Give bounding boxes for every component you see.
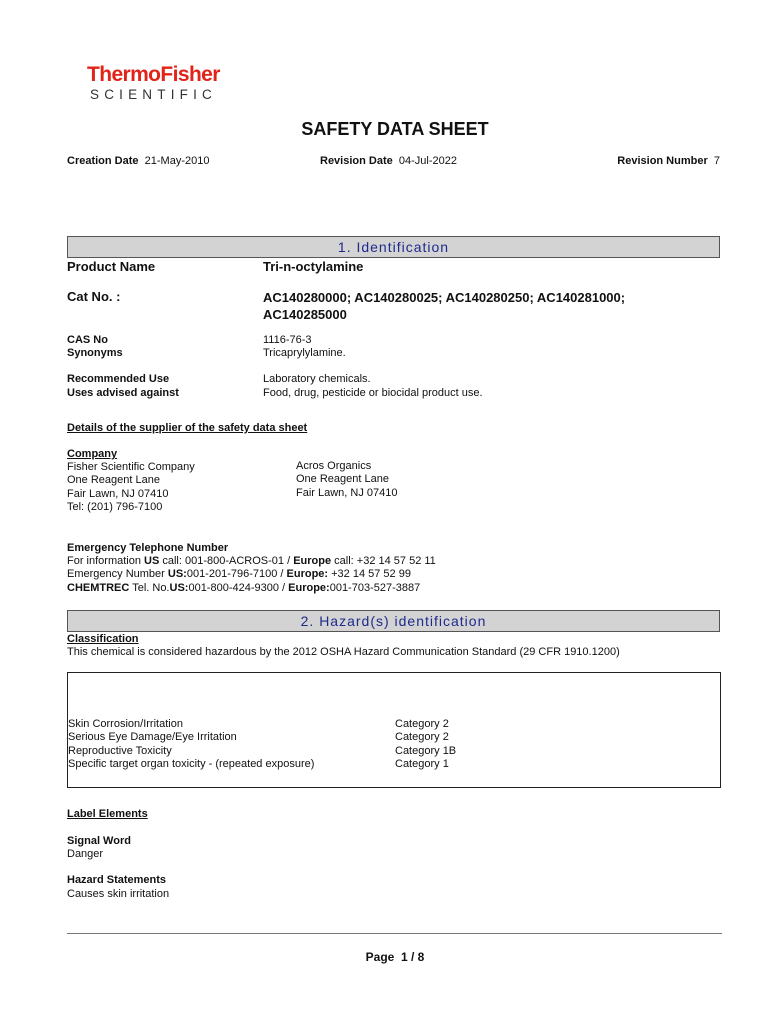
text: 001-800-424-9300 /: [188, 581, 289, 594]
revision-date-value: 04-Jul-2022: [398, 155, 457, 167]
supplier-details-heading: Details of the supplier of the safety data sheet: [67, 422, 308, 434]
signal-word-label: Signal Word: [67, 835, 131, 847]
text: 001-201-796-7100 /: [186, 568, 287, 581]
text: Europe: [293, 555, 332, 567]
text: US:: [167, 568, 187, 581]
revision-number: [617, 155, 720, 167]
classification-text: This chemical is considered hazardous by the 2012 OSHA Hazard Communication Standard (29 CFR 1910.1200): [67, 646, 620, 658]
text: Tel. No.: [129, 581, 170, 594]
hazard-categories: [395, 718, 456, 772]
revision-date: [320, 155, 457, 167]
creation-date-value: 21-May-2010: [144, 155, 210, 167]
page-label: Page: [365, 950, 395, 964]
cat-no-line-1: AC140280000; AC140280025; AC140280250; AC140281000;: [263, 290, 626, 305]
thermofisher-logo-wordmark: ThermoFisher: [87, 63, 220, 86]
cat-no-line-2: AC140285000: [263, 307, 347, 322]
page-value: 1 / 8: [401, 950, 425, 964]
emergency-line-number: [67, 568, 436, 581]
text: +32 14 57 52 99: [328, 568, 411, 581]
text: 001-703-527-3887: [329, 581, 421, 594]
address-line: One Reagent Lane: [296, 473, 389, 486]
hazard-statements-label: Hazard Statements: [67, 874, 167, 886]
product-name-value: Tri-n-octylamine: [263, 259, 364, 274]
text: Emergency Number: [67, 568, 168, 581]
company-heading: Company: [67, 448, 118, 460]
cat-no-label: Cat No. :: [67, 289, 121, 304]
synonyms-value: Tricaprylylamine.: [263, 347, 346, 359]
text: Europe:: [286, 568, 329, 581]
section-2-heading: 2. Hazard(s) identification: [67, 610, 720, 632]
cas-no-label: CAS No: [67, 334, 108, 346]
address-line: Fair Lawn, NJ 07410: [296, 486, 398, 499]
address-line: Fisher Scientific Company: [67, 461, 195, 473]
text: For information: [67, 555, 145, 567]
text: call: 001-800-ACROS-01 /: [159, 555, 294, 567]
synonyms-label: Synonyms: [67, 347, 123, 359]
label-elements-heading: Label Elements: [67, 808, 148, 820]
emergency-telephone-heading: Emergency Telephone Number: [67, 542, 229, 554]
document-title: SAFETY DATA SHEET: [301, 119, 489, 139]
recommended-use-label: Recommended Use: [67, 373, 170, 385]
revision-number-label: Revision Number: [617, 155, 708, 167]
cas-no-value: 1116-76-3: [263, 334, 312, 346]
hazard-category: Category 2: [395, 731, 449, 744]
hazard-class-name: Serious Eye Damage/Eye Irritation: [68, 731, 237, 744]
footer-divider: [67, 933, 722, 934]
uses-advised-against-label: Uses advised against: [67, 387, 179, 399]
hazard-category: Category 1: [395, 758, 449, 771]
uses-advised-against-value: Food, drug, pesticide or biocidal product use.: [263, 387, 483, 399]
company-acros-address: [296, 460, 398, 500]
emergency-line-information: [67, 555, 436, 568]
address-line: Acros Organics: [296, 460, 372, 472]
hazard-category: Category 2: [395, 718, 449, 730]
hazard-category: Category 1B: [395, 744, 457, 757]
hazard-class-name: Reproductive Toxicity: [68, 744, 172, 757]
creation-date-label: Creation Date: [67, 155, 139, 167]
revision-number-value: 7: [713, 155, 720, 167]
text: US: [144, 555, 160, 567]
recommended-use-value: Laboratory chemicals.: [263, 373, 371, 385]
text: US:: [169, 581, 189, 594]
page-number: [0, 950, 768, 964]
hazard-class-name: Specific target organ toxicity - (repeated exposure): [68, 758, 315, 771]
address-line: Fair Lawn, NJ 07410: [67, 487, 169, 500]
company-fisher-address: [67, 461, 195, 515]
text: Europe:: [288, 581, 330, 594]
creation-date: [67, 155, 209, 167]
text: CHEMTREC: [67, 581, 130, 594]
hazard-class-name: Skin Corrosion/Irritation: [68, 718, 183, 730]
hazard-statement-value: Causes skin irritation: [67, 888, 170, 900]
address-line: One Reagent Lane: [67, 474, 160, 487]
product-name-label: Product Name: [67, 259, 156, 274]
signal-word-value: Danger: [67, 848, 104, 860]
emergency-line-chemtrec: [67, 582, 436, 595]
address-line: Tel: (201) 796-7100: [67, 501, 163, 514]
hazard-class-names: [68, 718, 314, 772]
section-1-heading: 1. Identification: [67, 236, 720, 258]
scientific-logo-subtext: SCIENTIFIC: [90, 87, 218, 102]
emergency-numbers: [67, 555, 436, 595]
classification-heading: Classification: [67, 633, 139, 645]
revision-date-label: Revision Date: [320, 155, 393, 167]
cat-no-value: [263, 289, 625, 323]
text: call: +32 14 57 52 11: [331, 555, 436, 567]
